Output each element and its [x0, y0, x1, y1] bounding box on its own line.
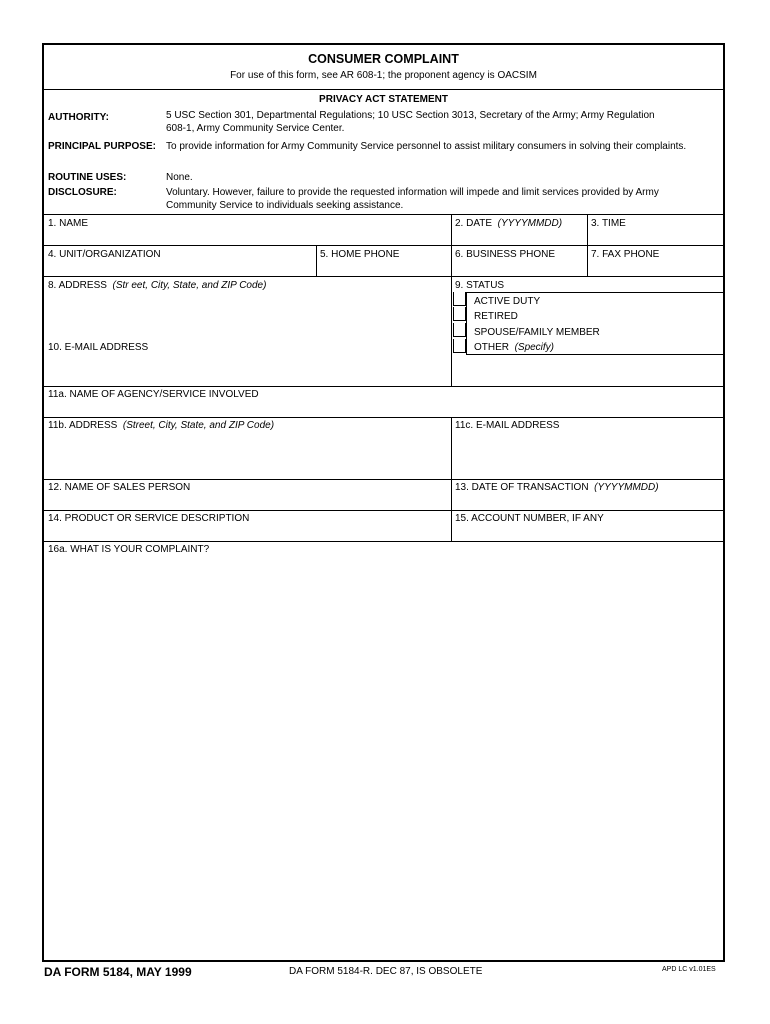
date-hint: (YYYYMMDD) — [497, 218, 563, 229]
form-title: CONSUMER COMPLAINT — [308, 52, 459, 66]
divider — [44, 479, 723, 480]
active-duty-label: ACTIVE DUTY — [474, 296, 541, 307]
spouse-checkbox[interactable] — [453, 323, 466, 337]
purpose-label: PRINCIPAL PURPOSE: — [48, 141, 156, 152]
divider — [466, 292, 467, 354]
business-phone-field[interactable]: 6. BUSINESS PHONE — [455, 249, 556, 260]
agency-address-hint: (Street, City, State, and ZIP Code) — [122, 420, 275, 431]
divider — [316, 245, 317, 276]
product-field[interactable]: 14. PRODUCT OR SERVICE DESCRIPTION — [48, 513, 250, 524]
purpose-text: To provide information for Army Community Service personnel to assist military consumers in solving their complaints. — [166, 141, 687, 152]
date-field[interactable] — [455, 218, 562, 229]
agency-address-field[interactable] — [48, 420, 274, 431]
other-text: OTHER — [474, 342, 509, 353]
retired-label: RETIRED — [474, 311, 518, 322]
agency-email-field[interactable]: 11c. E-MAIL ADDRESS — [455, 420, 560, 431]
authority-text-line1: 5 USC Section 301, Departmental Regulations; 10 USC Section 3013, Secretary of the Army; Army Regulation — [166, 110, 655, 121]
agency-field[interactable]: 11a. NAME OF AGENCY/SERVICE INVOLVED — [48, 389, 259, 400]
divider — [44, 89, 723, 90]
authority-text-line2: 608-1, Army Community Service Center. — [166, 123, 345, 134]
disclosure-text-line2: Community Service to individuals seeking assistance. — [166, 200, 404, 211]
other-hint: (Specify) — [514, 342, 555, 353]
divider — [44, 214, 723, 215]
obsolete-note: DA FORM 5184-R. DEC 87, IS OBSOLETE — [289, 966, 483, 977]
form-number: DA FORM 5184, MAY 1999 — [44, 965, 192, 979]
transaction-date-label: 13. DATE OF TRANSACTION — [455, 482, 589, 493]
authority-label: AUTHORITY: — [48, 112, 109, 123]
divider — [451, 245, 452, 276]
active-duty-checkbox[interactable] — [453, 292, 466, 306]
divider — [44, 417, 723, 418]
divider — [44, 386, 723, 387]
form-subtitle: For use of this form, see AR 608-1; the proponent agency is OACSIM — [230, 70, 537, 81]
disclosure-label: DISCLOSURE: — [48, 187, 117, 198]
address-label: 8. ADDRESS — [48, 280, 107, 291]
routine-uses-text: None. — [166, 172, 193, 183]
address-hint: (Str eet, City, State, and ZIP Code) — [112, 280, 267, 291]
retired-checkbox[interactable] — [453, 307, 466, 321]
divider — [44, 510, 723, 511]
transaction-date-hint: (YYYYMMDD) — [594, 482, 659, 493]
version-label: APD LC v1.01ES — [662, 966, 716, 973]
sales-person-field[interactable]: 12. NAME OF SALES PERSON — [48, 482, 191, 493]
fax-phone-field[interactable]: 7. FAX PHONE — [591, 249, 660, 260]
form-frame — [42, 43, 725, 962]
status-label: 9. STATUS — [455, 280, 505, 291]
routine-uses-label: ROUTINE USES: — [48, 172, 127, 183]
date-label: 2. DATE — [455, 218, 493, 229]
other-label — [474, 342, 554, 353]
complaint-field[interactable]: 16a. WHAT IS YOUR COMPLAINT? — [48, 544, 210, 555]
divider — [44, 245, 723, 246]
divider — [451, 276, 452, 386]
disclosure-text-line1: Voluntary. However, failure to provide the requested information will impede and limit services provided by Army — [166, 187, 659, 198]
account-number-field[interactable]: 15. ACCOUNT NUMBER, IF ANY — [455, 513, 604, 524]
home-phone-field[interactable]: 5. HOME PHONE — [320, 249, 400, 260]
divider — [44, 541, 723, 542]
transaction-date-field[interactable] — [455, 482, 659, 493]
privacy-act-title: PRIVACY ACT STATEMENT — [319, 94, 448, 105]
divider — [451, 214, 452, 245]
email-field[interactable]: 10. E-MAIL ADDRESS — [48, 342, 149, 353]
other-checkbox[interactable] — [453, 339, 466, 353]
time-field[interactable]: 3. TIME — [591, 218, 626, 229]
divider — [466, 354, 723, 355]
divider — [587, 214, 588, 245]
name-field[interactable]: 1. NAME — [48, 218, 89, 229]
unit-field[interactable]: 4. UNIT/ORGANIZATION — [48, 249, 161, 260]
agency-address-label: 11b. ADDRESS — [48, 420, 118, 431]
divider — [44, 276, 723, 277]
divider — [466, 292, 723, 293]
spouse-label: SPOUSE/FAMILY MEMBER — [474, 327, 600, 338]
divider — [587, 245, 588, 276]
address-field[interactable] — [48, 280, 266, 291]
